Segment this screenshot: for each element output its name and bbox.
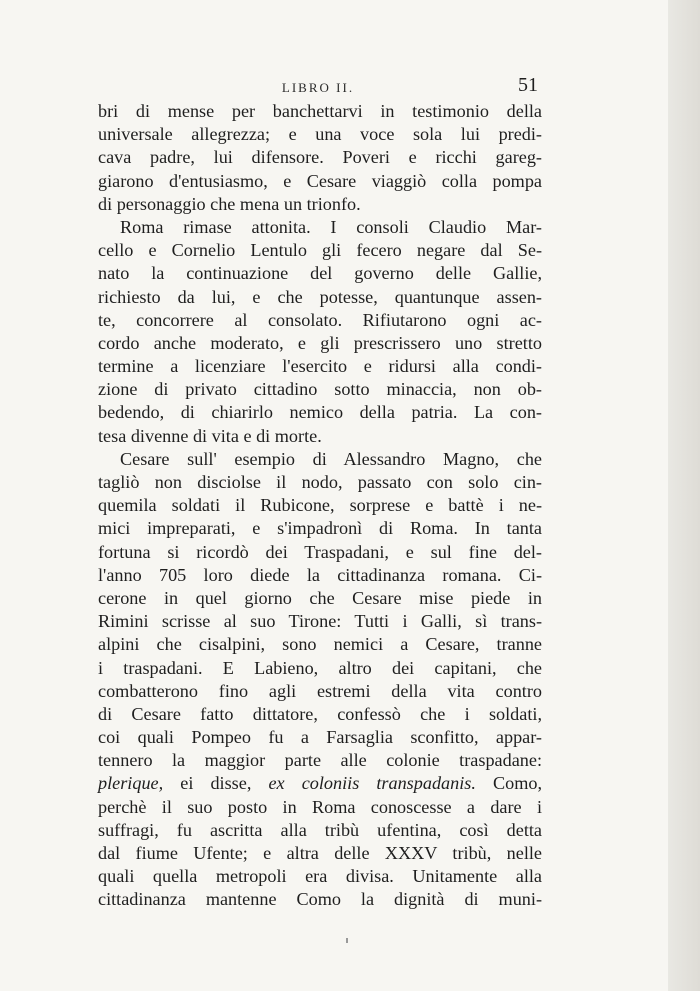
running-head: LIBRO II. bbox=[281, 80, 355, 95]
text-line: cerone in quel giorno che Cesare mise piede in bbox=[98, 587, 542, 608]
text-line: alpini che cisalpini, sono nemici a Cesare, tranne bbox=[98, 634, 542, 655]
text-line: Roma rimase attonita. I consoli Claudio Mar- bbox=[120, 216, 542, 237]
text-line: cello e Cornelio Lentulo gli fecero negare dal Se- bbox=[98, 240, 542, 261]
text-line: l'anno 705 loro diede la cittadinanza romana. Ci- bbox=[98, 564, 542, 585]
page-edge bbox=[668, 0, 700, 991]
text-line: fortuna si ricordò dei Traspadani, e sul fine del- bbox=[98, 541, 542, 562]
text-line: cava padre, lui difensore. Poveri e ricchi gareg- bbox=[98, 147, 542, 168]
page-speck bbox=[346, 938, 348, 943]
page-number: 51 bbox=[518, 74, 538, 96]
text-line: universale allegrezza; e una voce sola lui predi- bbox=[98, 124, 542, 145]
body-text bbox=[98, 100, 542, 912]
text-line: te, concorrere al consolato. Rifiutarono ogni ac- bbox=[98, 309, 542, 330]
text-line: Cesare sull' esempio di Alessandro Magno, che bbox=[120, 448, 542, 469]
text-segment: ei disse, bbox=[163, 773, 269, 794]
text-line: tagliò non disciolse il nodo, passato con solo cin- bbox=[98, 472, 542, 492]
text-line: cittadinanza mantenne Como la dignità di muni- bbox=[98, 889, 542, 910]
text-line: giarono d'entusiasmo, e Cesare viaggiò colla pompa bbox=[98, 170, 542, 191]
text-line: coi quali Pompeo fu a Farsaglia sconfitto, appar- bbox=[98, 727, 542, 748]
text-line: mici impreparati, e s'impadronì di Roma. In tanta bbox=[98, 518, 542, 539]
text-line: di Cesare fatto dittatore, confessò che i soldati, bbox=[98, 703, 542, 724]
text-line: bedendo, di chiarirlo nemico della patria. La con- bbox=[98, 402, 542, 423]
text-line: suffragi, fu ascritta alla tribù ufentina, così detta bbox=[98, 819, 542, 840]
latin-quote: plerique, bbox=[98, 773, 164, 794]
text-line: tennero la maggior parte alle colonie traspadane: bbox=[98, 750, 542, 771]
text-line: quali quella metropoli era divisa. Unitamente alla bbox=[98, 866, 542, 887]
text-line: nato la continuazione del governo delle Gallie, bbox=[98, 263, 542, 284]
text-line: zione di privato cittadino sotto minaccia, non ob- bbox=[98, 379, 542, 400]
text-line: i traspadani. E Labieno, altro dei capitani, che bbox=[98, 657, 542, 678]
text-line: bri di mense per banchettarvi in testimonio della bbox=[98, 101, 542, 121]
text-line: Rimini scrisse al suo Tirone: Tutti i Galli, sì trans- bbox=[98, 611, 542, 632]
page-header bbox=[98, 74, 538, 100]
text-line: termine a licenziare l'esercito e ridursi alla condi- bbox=[98, 356, 542, 377]
text-line-mixed bbox=[98, 772, 542, 795]
text-segment: Como, bbox=[475, 773, 542, 794]
text-line: dal fiume Ufente; e altra delle XXXV tribù, nelle bbox=[98, 843, 542, 863]
text-line: quemila soldati il Rubicone, sorprese e battè i ne- bbox=[98, 495, 542, 516]
text-line: richiesto da lui, e che potesse, quantunque assen- bbox=[98, 286, 542, 307]
text-line: cordo anche moderato, e gli prescrissero uno stretto bbox=[98, 332, 542, 353]
text-line: perchè il suo posto in Roma conoscesse a dare i bbox=[98, 796, 542, 817]
text-line: tesa divenne di vita e di morte. bbox=[98, 425, 322, 446]
latin-quote: ex coloniis transpadanis. bbox=[268, 773, 476, 794]
text-line: di personaggio che mena un trionfo. bbox=[98, 193, 361, 214]
text-line: combatterono fino agli estremi della vita contro bbox=[98, 680, 542, 701]
